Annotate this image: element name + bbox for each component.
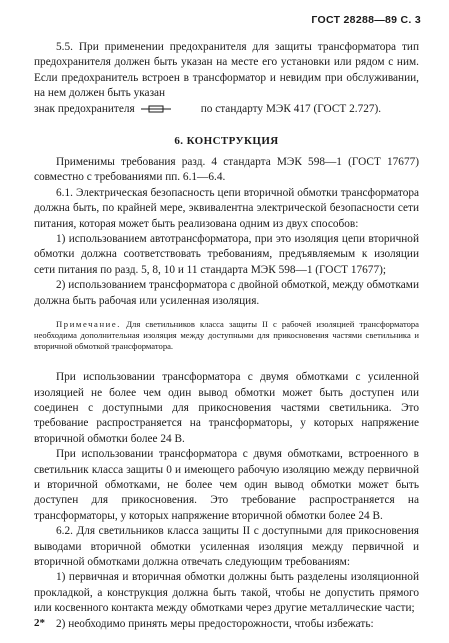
paragraph-5-5: 5.5. При применении предохранителя для защиты трансформатора тип предохранителя должен быть указан на месте его установки или рядом с ним. Если предохранитель встроен в трансформатор и невидим при обслуживании, на нем должен быть указан — [34, 41, 419, 100]
paragraph-intro: Применимы требования разд. 4 стандарта МЭК 598—1 (ГОСТ 17677) совместно с требованиями пп. 6.1—6.4. — [34, 156, 419, 184]
section-title: 6. КОНСТРУКЦИЯ — [174, 135, 279, 148]
list-item-2: 2) использованием трансформатора с двойной обмоткой, между обмотками должна быть рабочая или усиленная изоляция. — [34, 279, 419, 307]
note-text: Для светильников класса защиты II с рабочей изоляцией трансформатора необходима дополнительная изоляция между доступными для прикосновения частями светильника и вторичной обмоткой трансформатора. — [34, 319, 419, 352]
fuse-symbol-line — [34, 102, 419, 117]
fuse-symbol-label: знак предохранителя — [34, 102, 135, 115]
page-body — [34, 40, 419, 632]
paragraph-6-1: 6.1. Электрическая безопасность цепи вторичной обмотки трансформатора должна быть, по крайней мере, эквивалентна электрической безопасности сети питания, которая может быть реализована одним из двух способов: — [34, 186, 419, 230]
list-item-6-2-2: 2) необходимо принять меры предосторожности, чтобы избежать: — [56, 617, 374, 630]
page-header: ГОСТ 28288—89 С. 3 — [311, 14, 421, 26]
note — [34, 319, 419, 352]
fuse-symbol-standard: по стандарту МЭК 417 (ГОСТ 2.727). — [200, 102, 382, 115]
paragraph-6-2: 6.2. Для светильников класса защиты II с доступными для прикосновения выводами вторичной обмотки усиленная изоляция между первичной и вторичной обмотками должна отвечать следующим требованиям: — [34, 525, 419, 568]
page-number: 2* — [34, 617, 45, 629]
paragraph-reinforced-insulation: При использовании трансформатора с двумя обмотками с усиленной изоляцией не более чем один вывод обмотки может быть доступен или соединен с доступными для прикосновения частями светильника. Это требование распространяется на трансформаторы, у которых напряжение вторичной обмотки более 24 В. — [34, 371, 419, 445]
list-item-6-2-1: 1) первичная и вторичная обмотки должны быть разделены изоляционной прокладкой, а конструкция должна быть такой, чтобы не допустить прямого или косвенного контакта между обмотками через другие металлические части; — [34, 571, 419, 615]
fuse-symbol-icon — [141, 104, 171, 114]
note-label: Примечание. — [56, 319, 122, 330]
paragraph-class-0: При использовании трансформатора с двумя обмотками, встроенного в светильник класса защиты 0 и имеющего рабочую изоляцию между первичной и вторичной обмотками, не более чем один вывод обмотки может быть доступен для прикосновения. Это требование распространяется на трансформаторы, у которых напряжение вторичной обмотки более 24 В. — [34, 448, 419, 522]
list-item-1: 1) использованием автотрансформатора, при это изоляция цепи вторичной обмотки должна соответствовать требованиям, предъявляемым к изоляции сети питания по разд. 5, 8, 10 и 11 стандарта МЭК 598—1 (ГОСТ 17677); — [34, 233, 419, 276]
